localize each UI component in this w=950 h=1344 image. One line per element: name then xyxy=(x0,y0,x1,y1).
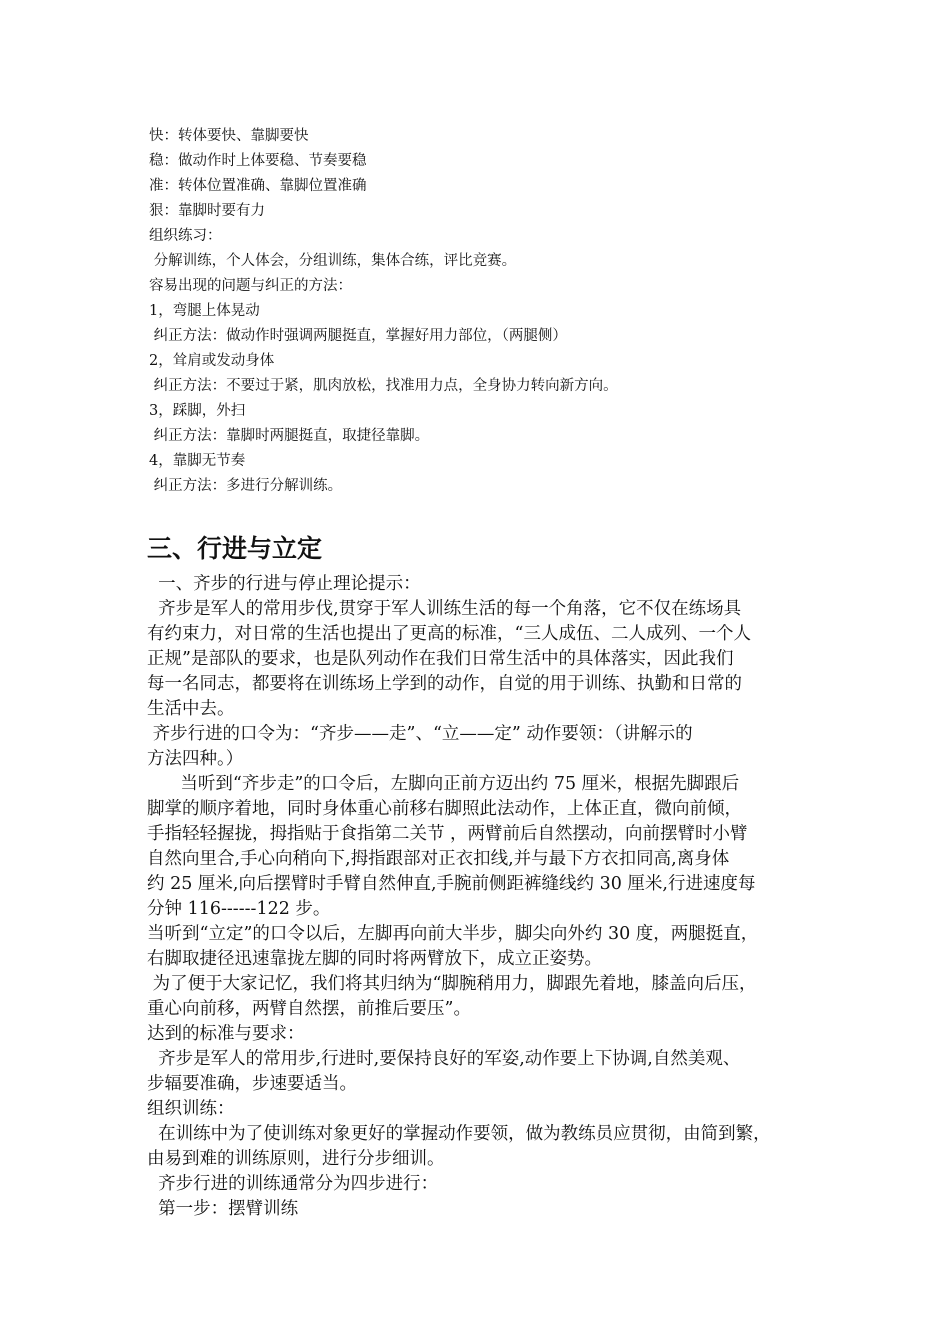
body-paragraph-line: 齐步是军人的常用步,行进时,要保持良好的军姿,动作要上下协调,自然美观、 xyxy=(147,1049,741,1069)
body-paragraph-line: 方法四种。） xyxy=(147,749,244,769)
body-paragraph-line: 组织训练： xyxy=(147,1099,235,1119)
body-paragraph-line: 达到的标准与要求： xyxy=(147,1024,305,1044)
body-paragraph-line: 当听到“齐步走”的口令后，左脚向正前方迈出约 75 厘米，根据先脚跟后 xyxy=(147,774,740,794)
body-paragraph-line: 步辐要准确，步速要适当。 xyxy=(147,1074,357,1094)
body-paragraph-line: 脚掌的顺序着地，同时身体重心前移右脚照此法动作，上体正直，微向前倾， xyxy=(147,799,742,819)
top-list-line: 2，耸肩或发动身体 xyxy=(149,353,275,369)
body-paragraph-line: 第一步：摆臂训练 xyxy=(147,1199,299,1219)
body-paragraph-line: 当听到“立定”的口令以后，左脚再向前大半步，脚尖向外约 30 度，两腿挺直， xyxy=(147,924,759,944)
body-paragraph-line: 在训练中为了使训练对象更好的掌握动作要领，做为教练员应贯彻，由简到繁， xyxy=(147,1124,771,1144)
top-list-line: 纠正方法：多进行分解训练。 xyxy=(149,478,343,494)
body-paragraph-line: 齐步行进的训练通常分为四步进行： xyxy=(147,1174,439,1194)
body-paragraph-line: 手指轻轻握拢，拇指贴于食指第二关节 ，两臂前后自然摆动，向前摆臂时小臂 xyxy=(147,824,748,844)
top-list-line: 纠正方法：靠脚时两腿挺直，取捷径靠脚。 xyxy=(149,428,430,444)
body-paragraph-line: 自然向里合,手心向稍向下,拇指跟部对正衣扣线,并与最下方衣扣同高,离身体 xyxy=(147,849,730,869)
body-paragraph-line: 正规”是部队的要求，也是队列动作在我们日常生活中的具体落实，因此我们 xyxy=(147,649,734,669)
top-list-line: 分解训练，个人体会，分组训练，集体合练，评比竞赛。 xyxy=(149,253,517,269)
body-paragraph-line: 约 25 厘米,向后摆臂时手臂自然伸直,手腕前侧距裤缝线约 30 厘米,行进速度每 xyxy=(147,874,756,894)
body-paragraph-line: 右脚取捷径迅速靠拢左脚的同时将两臂放下，成立正姿势。 xyxy=(147,949,602,969)
section-heading: 三、行进与立定 xyxy=(147,534,323,563)
body-paragraph-line: 分钟 116------122 步。 xyxy=(147,899,331,919)
top-list-line: 容易出现的问题与纠正的方法： xyxy=(149,278,352,294)
top-list-line: 快：转体要快、靠脚要快 xyxy=(149,128,309,144)
top-list-line: 3，踩脚，外扫 xyxy=(149,403,246,419)
body-paragraph-line: 有约束力，对日常的生活也提出了更高的标准，“三人成伍、二人成列、一个人 xyxy=(147,624,751,644)
body-paragraph-line: 齐步行进的口令为：“齐步——走”、“立——定” 动作要领：（讲解示的 xyxy=(147,724,693,744)
body-paragraph-line: 一、齐步的行进与停止理论提示： xyxy=(147,574,421,594)
top-list-line: 稳：做动作时上体要稳、节奏要稳 xyxy=(149,153,367,169)
top-list-line: 纠正方法：不要过于紧，肌肉放松，找准用力点，全身协力转向新方向。 xyxy=(149,378,618,394)
top-list-line: 组织练习： xyxy=(149,228,222,244)
body-paragraph-line: 为了便于大家记忆，我们将其归纳为“脚腕稍用力，脚跟先着地，膝盖向后压， xyxy=(147,974,757,994)
top-list-line: 准：转体位置准确、靠脚位置准确 xyxy=(149,178,367,194)
body-paragraph-line: 生活中去。 xyxy=(147,699,235,719)
body-paragraph-line: 齐步是军人的常用步伐,贯穿于军人训练生活的每一个角落，它不仅在练场具 xyxy=(147,599,742,619)
top-list-line: 狠：靠脚时要有力 xyxy=(149,203,265,219)
top-list-line: 4，靠脚无节奏 xyxy=(149,453,246,469)
top-list-line: 1，弯腿上体晃动 xyxy=(149,303,260,319)
body-paragraph-line: 重心向前移，两臂自然摆，前推后要压”。 xyxy=(147,999,471,1019)
body-paragraph-line: 每一名同志，都要将在训练场上学到的动作，自觉的用于训练、执勤和日常的 xyxy=(147,674,742,694)
body-paragraph-line: 由易到难的训练原则，进行分步细训。 xyxy=(147,1149,445,1169)
top-list-line: 纠正方法：做动作时强调两腿挺直，掌握好用力部位，（两腿侧） xyxy=(149,328,567,344)
